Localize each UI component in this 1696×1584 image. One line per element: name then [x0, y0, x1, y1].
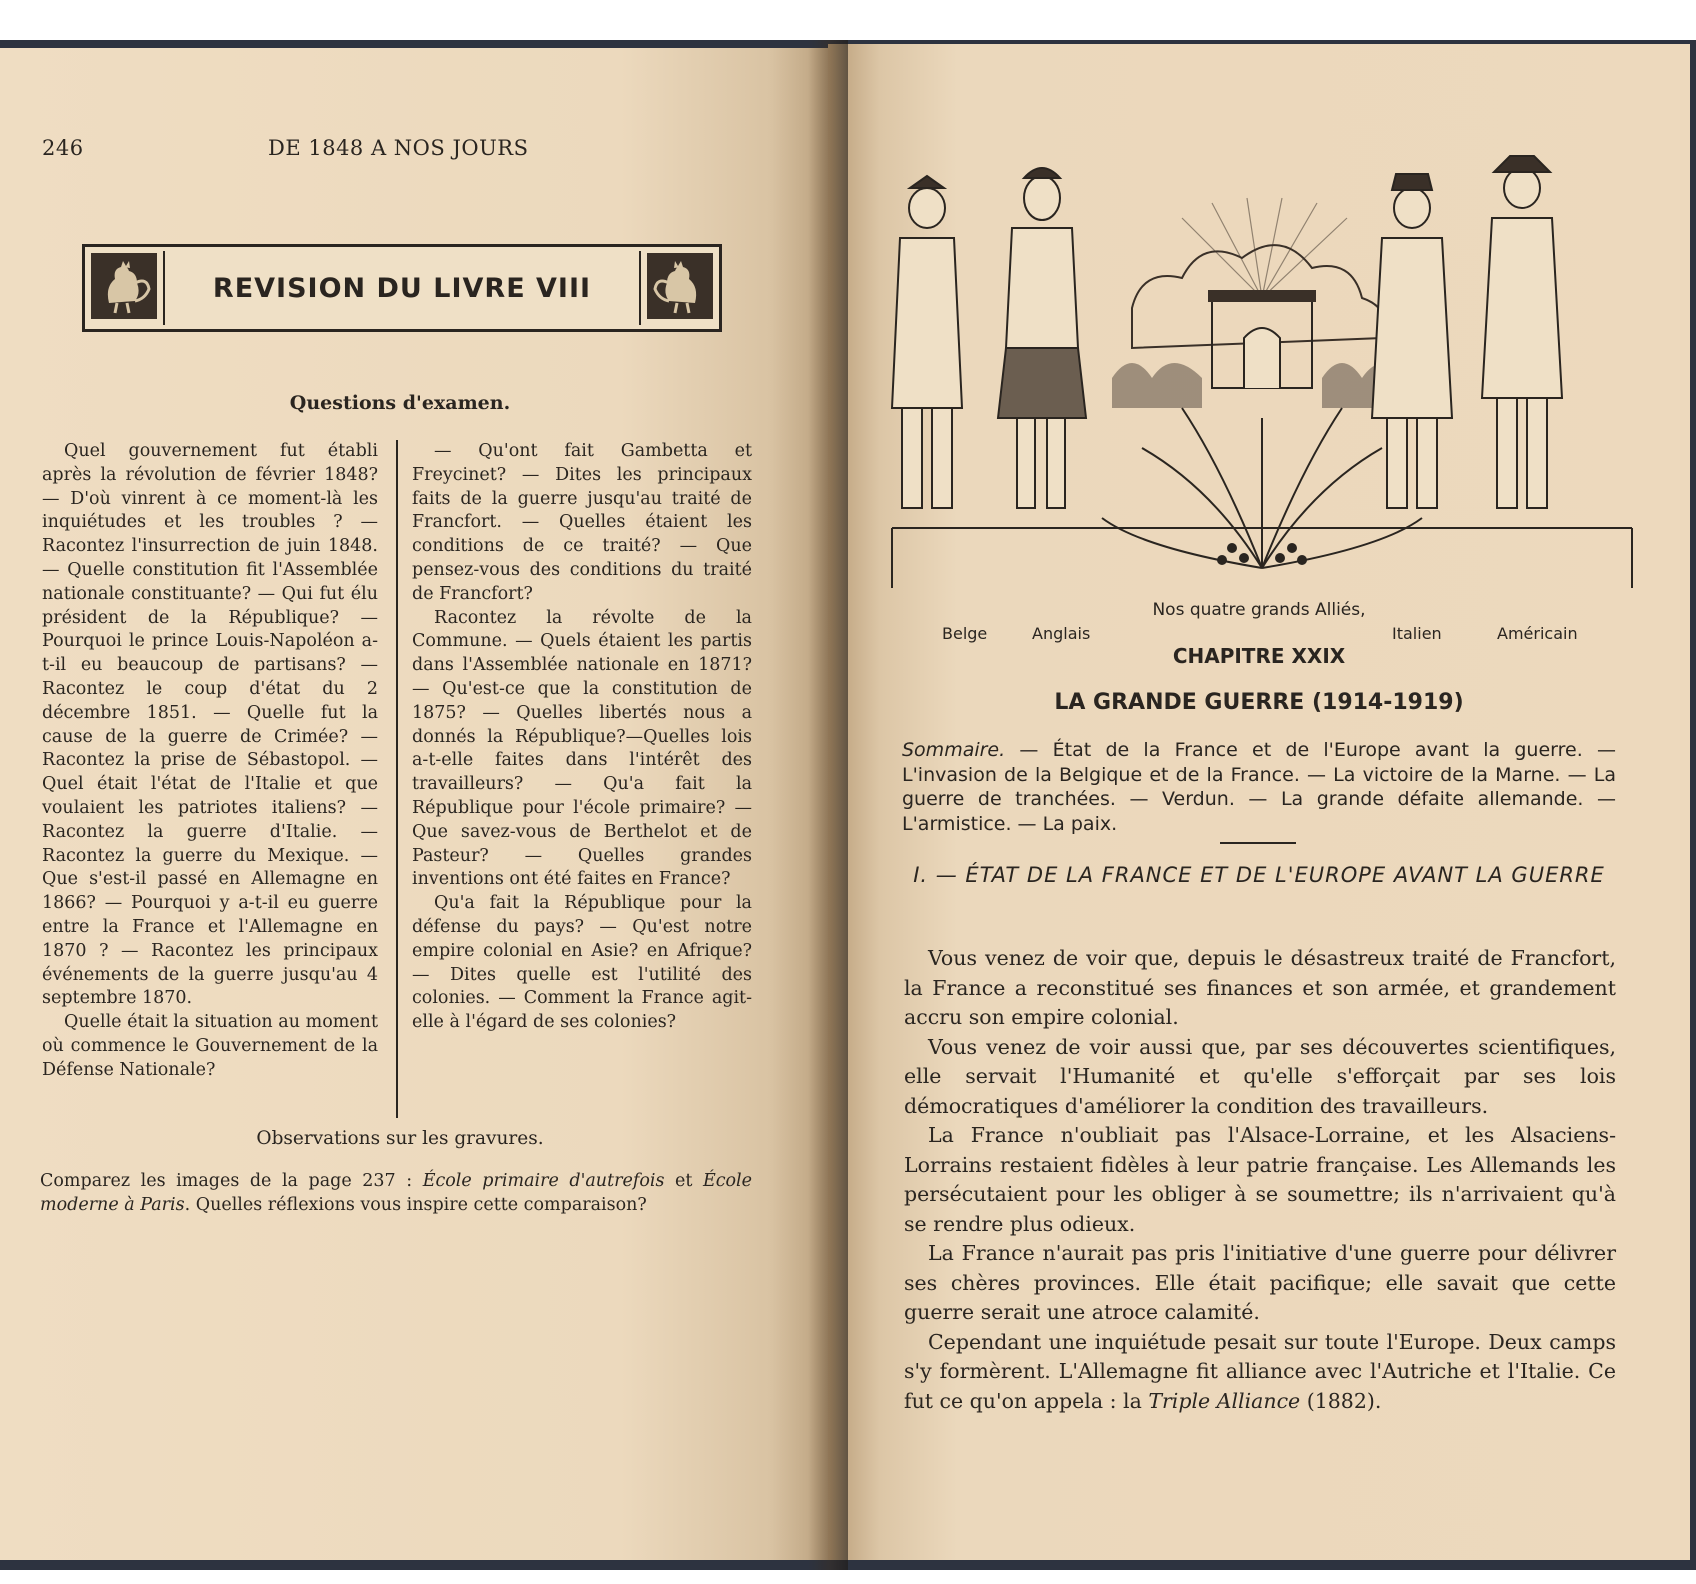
questions-column-a — [42, 440, 378, 1083]
revision-banner — [82, 244, 722, 332]
observations-text-part: Comparez les images de la page 237 : — [40, 1171, 423, 1191]
body-paragraph — [904, 1328, 1616, 1417]
questions-heading: Questions d'examen. — [289, 392, 511, 414]
section-separator — [1220, 842, 1296, 844]
observations-heading: Observations sur les gravures. — [256, 1128, 544, 1149]
running-title: DE 1848 A NOS JOURS — [268, 136, 529, 160]
allies-engraving-image — [882, 148, 1642, 628]
summary-text: — État de la France et de l'Europe avant la guerre. — L'invasion de la Belgique et de la France. — La victoire de la Marne. — La guerre de tranchées. — Verdun. — La grande défaite allemande. — L'armistice. — La paix. — [902, 739, 1616, 835]
body-text-part: (1882). — [1300, 1388, 1382, 1413]
observations-italic-title: École primaire d'autrefois — [422, 1171, 665, 1191]
ally-label-anglais: Anglais — [1032, 624, 1091, 643]
observations-italic-title: École moderne à Paris — [40, 1171, 753, 1215]
triple-alliance-term: Triple Alliance — [1148, 1388, 1301, 1413]
question-paragraph: Racontez la révolte de la Commune. — Quels étaient les partis dans l'Assemblée nationale en 1871? — Qu'est-ce que la constitution de 1875? — Quelles libertés nous a donnés la République?—Quelles lois a-t-elle faites dans l'intérêt des travailleurs? — Qu'a fait la République pour l'école primaire? — Que savez-vous de Berthelot et de Pasteur? — Quelles grandes inventions ont été faites en France? — [412, 607, 752, 890]
allies-illustration — [882, 148, 1642, 643]
banner-title: REVISION DU LIVRE VIII — [212, 272, 592, 304]
right-page — [828, 44, 1690, 1560]
observations-text — [40, 1170, 752, 1218]
observations-text-part: et — [664, 1171, 703, 1191]
section-title: I. — ÉTAT DE LA FRANCE ET DE L'EUROPE AVANT LA GUERRE — [913, 863, 1605, 887]
chapter-number: CHAPITRE XXIX — [1172, 644, 1346, 668]
open-book — [0, 40, 1696, 1570]
question-paragraph: Quel gouvernement fut établi après la révolution de février 1848? — D'où vinrent à ce moment-là les inquiétudes et les troubles ? — Racontez l'insurrection de juin 1848. — Quelle constitution fit l'Assemblée nationale constituante? — Qui fut élu président de la République? — Pourquoi le prince Louis-Napoléon a-t-il eu beaucoup de partisans? — Racontez le coup d'état du 2 décembre 1851. — Quelle fut la cause de la guerre de Crimée? — Racontez la prise de Sébastopol. — Quel était l'état de l'Italie et que voulaient les patriotes italiens? — Racontez la guerre d'Italie. — Racontez la guerre du Mexique. — Que s'est-il passé en Allemagne en 1866? — Pourquoi y a-t-il eu guerre entre la France et l'Allemagne en 1870 ? — Racontez les principaux événements de la guerre jusqu'au 4 septembre 1870. — [42, 441, 378, 1009]
questions-column-b — [412, 440, 752, 1035]
chapter-title: LA GRANDE GUERRE (1914-1919) — [1054, 690, 1464, 715]
ally-label-belge: Belge — [942, 624, 988, 643]
ally-label-italien: Italien — [1392, 624, 1442, 643]
observations-text-part: . Quelles réflexions vous inspire cette comparaison? — [184, 1194, 647, 1215]
left-page — [0, 48, 828, 1560]
summary-label: Sommaire. — [902, 739, 1006, 761]
question-paragraph: Quelle était la situation au moment où commence le Gouvernement de la Défense Nationale? — [42, 1012, 378, 1080]
page-number: 246 — [42, 136, 84, 160]
rooster-emblem-icon — [91, 253, 157, 319]
column-divider — [396, 440, 398, 1118]
body-text-part: Cependant une inquiétude pesait sur toute l'Europe. Deux camps s'y formèrent. L'Allemagne fit alliance avec l'Autriche et l'Italie. Ce fut ce qu'on appela : la — [904, 1329, 1616, 1413]
banner-inner — [163, 251, 641, 325]
question-paragraph: Qu'a fait la République pour la défense du pays? — Qu'est notre empire colonial en Asie? en Afrique? — Dites quelle est l'utilité des colonies. — Comment la France agit-elle à l'égard de ses colonies? — [412, 893, 752, 1033]
ally-label-americain: Américain — [1497, 624, 1578, 643]
illustration-caption: Nos quatre grands Alliés, — [1152, 600, 1366, 620]
body-paragraph: Vous venez de voir que, depuis le désastreux traité de Francfort, la France a reconstitué ses finances et son armée, et grandement accru son empire colonial. — [904, 946, 1616, 1029]
book-gutter — [808, 40, 848, 1570]
body-paragraph: La France n'aurait pas pris l'initiative d'une guerre pour délivrer ses chères provinces. Elle était pacifique; elle savait que cette guerre serait une atroce calamité. — [904, 1241, 1616, 1324]
chapter-summary — [902, 738, 1616, 836]
body-paragraph: La France n'oubliait pas l'Alsace-Lorraine, et les Alsaciens-Lorrains restaient fidèles à leur patrie française. Les Allemands les persécutaient pour les obliger à se soumettre; ils n'arrivaient qu'à se rendre plus odieux. — [904, 1123, 1616, 1236]
rooster-emblem-icon — [647, 253, 713, 319]
question-paragraph: — Qu'ont fait Gambetta et Freycinet? — Dites les principaux faits de la guerre jusqu'au traité de Francfort. — Quelles étaient les conditions de ce traité? — Que pensez-vous des conditions du traité de Francfort? — [412, 441, 752, 604]
chapter-body — [904, 944, 1616, 1416]
body-paragraph: Vous venez de voir aussi que, par ses découvertes scientifiques, elle servait l'Humanité et qu'elle s'efforçait par ses lois démocratiques d'améliorer la condition des travailleurs. — [904, 1034, 1616, 1118]
